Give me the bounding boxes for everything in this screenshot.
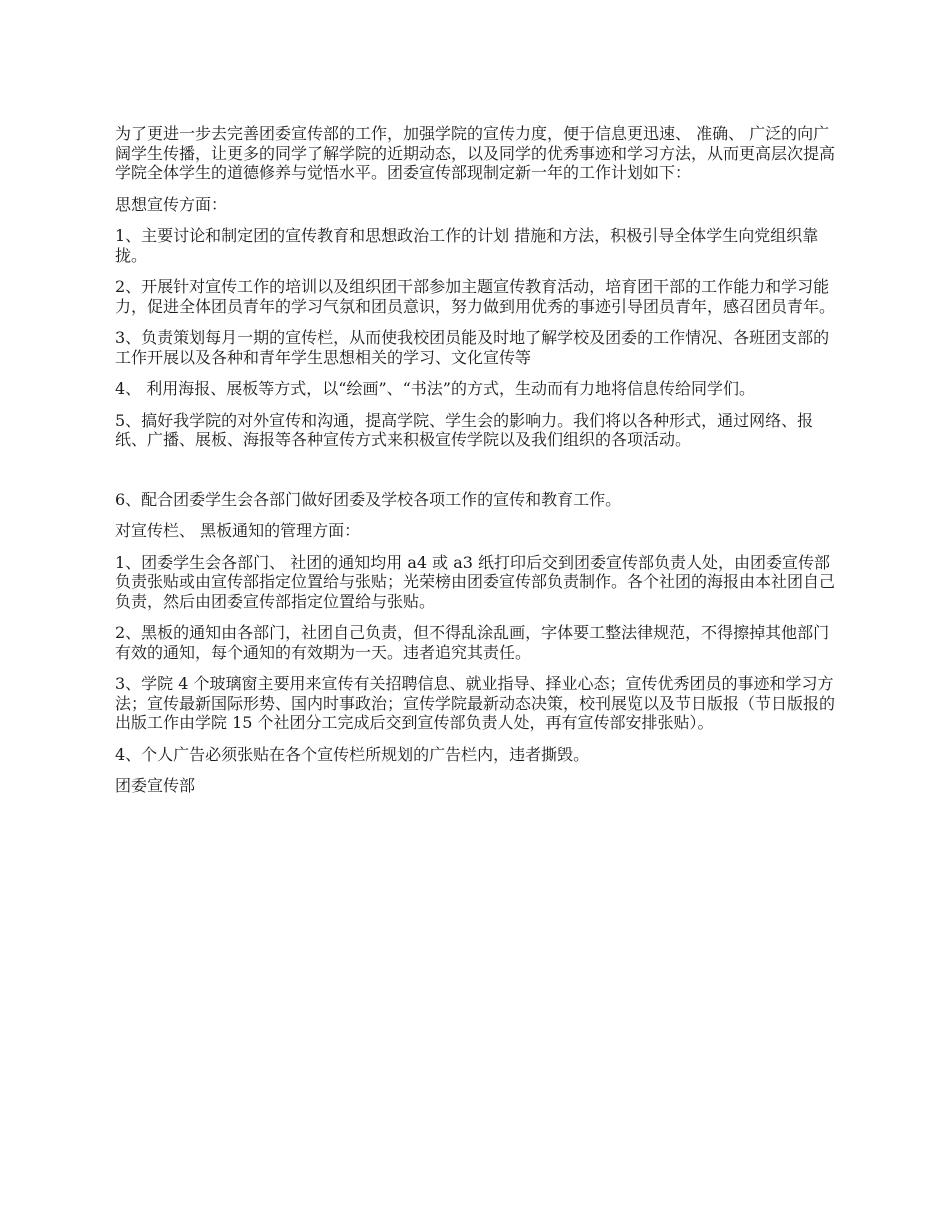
board-item-2: 2、黑板的通知由各部门，社团自己负责，但不得乱涂乱画，字体要工整法律规范，不得擦掉其他部门有效的通知，每个通知的有效期为一天。违者追究其责任。 — [115, 623, 830, 662]
ideology-item-4: 4、 利用海报、展板等方式，以“绘画”、“书法”的方式，生动而有力地将信息传给同学们。 — [115, 379, 755, 398]
board-item-4: 4、个人广告必须张贴在各个宣传栏所规划的广告栏内，违者撕毁。 — [115, 744, 590, 764]
document-page — [115, 124, 845, 808]
board-item-1: 1、团委学生会各部门、 社团的通知均用 a4 或 a3 纸打印后交到团委宣传部负责人处，由团委宣传部负责张贴或由宣传部指定位置给与张贴；光荣榜由团委宣传部负责制作。各个社团的海报由本社团自己负责，然后由团委宣传部指定位置给与张贴。 — [115, 552, 836, 611]
section-heading-ideology: 思想宣传方面： — [115, 194, 228, 214]
ideology-item-1: 1、主要讨论和制定团的宣传教育和思想政治工作的计划 措施和方法，积极引导全体学生向党组织靠拢。 — [115, 226, 819, 265]
ideology-item-2: 2、开展针对宣传工作的培训以及组织团干部参加主题宣传教育活动，培育团干部的工作能力和学习能力，促进全体团员青年的学习气氛和团员意识，努力做到用优秀的事迹引导团员青年，感召团员青年。 — [115, 277, 836, 316]
section-heading-board-management: 对宣传栏、 黑板通知的管理方面： — [115, 521, 361, 540]
ideology-item-3: 3、负责策划每月一期的宣传栏，从而使我校团员能及时地了解学校及团委的工作情况、各班团支部的工作开展以及各种和青年学生思想相关的学习、文化宣传等 — [115, 328, 830, 367]
intro-paragraph: 为了更进一步去完善团委宣传部的工作，加强学院的宣传力度，便于信息更迅速、 准确、 广泛的向广阔学生传播，让更多的同学了解学院的近期动态，以及同学的优秀事迹和学习方法，从而更高层次提高学院全体学生的道德修养与觉悟水平。团委宣传部现制定新一年的工作计划如下： — [115, 124, 836, 182]
ideology-item-5: 5、搞好我学院的对外宣传和沟通，提高学院、学生会的影响力。我们将以各种形式，通过网络、报纸、广播、展板、海报等各种宣传方式来积极宣传学院以及我们组织的各项活动。 — [115, 410, 814, 449]
board-item-3: 3、学院 4 个玻璃窗主要用来宣传有关招聘信息、就业指导、择业心态；宣传优秀团员的事迹和学习方法；宣传最新国际形势、国内时事政治；宣传学院最新动态决策，校刊展览以及节日版报（节日版报的出版工作由学院 15 个社团分工完成后交到宣传部负责人处，再有宣传部安排张贴）。 — [115, 674, 836, 732]
ideology-item-6: 6、配合团委学生会各部门做好团委及学校各项工作的宣传和教育工作。 — [115, 489, 622, 509]
signature: 团委宣传部 — [115, 776, 196, 795]
